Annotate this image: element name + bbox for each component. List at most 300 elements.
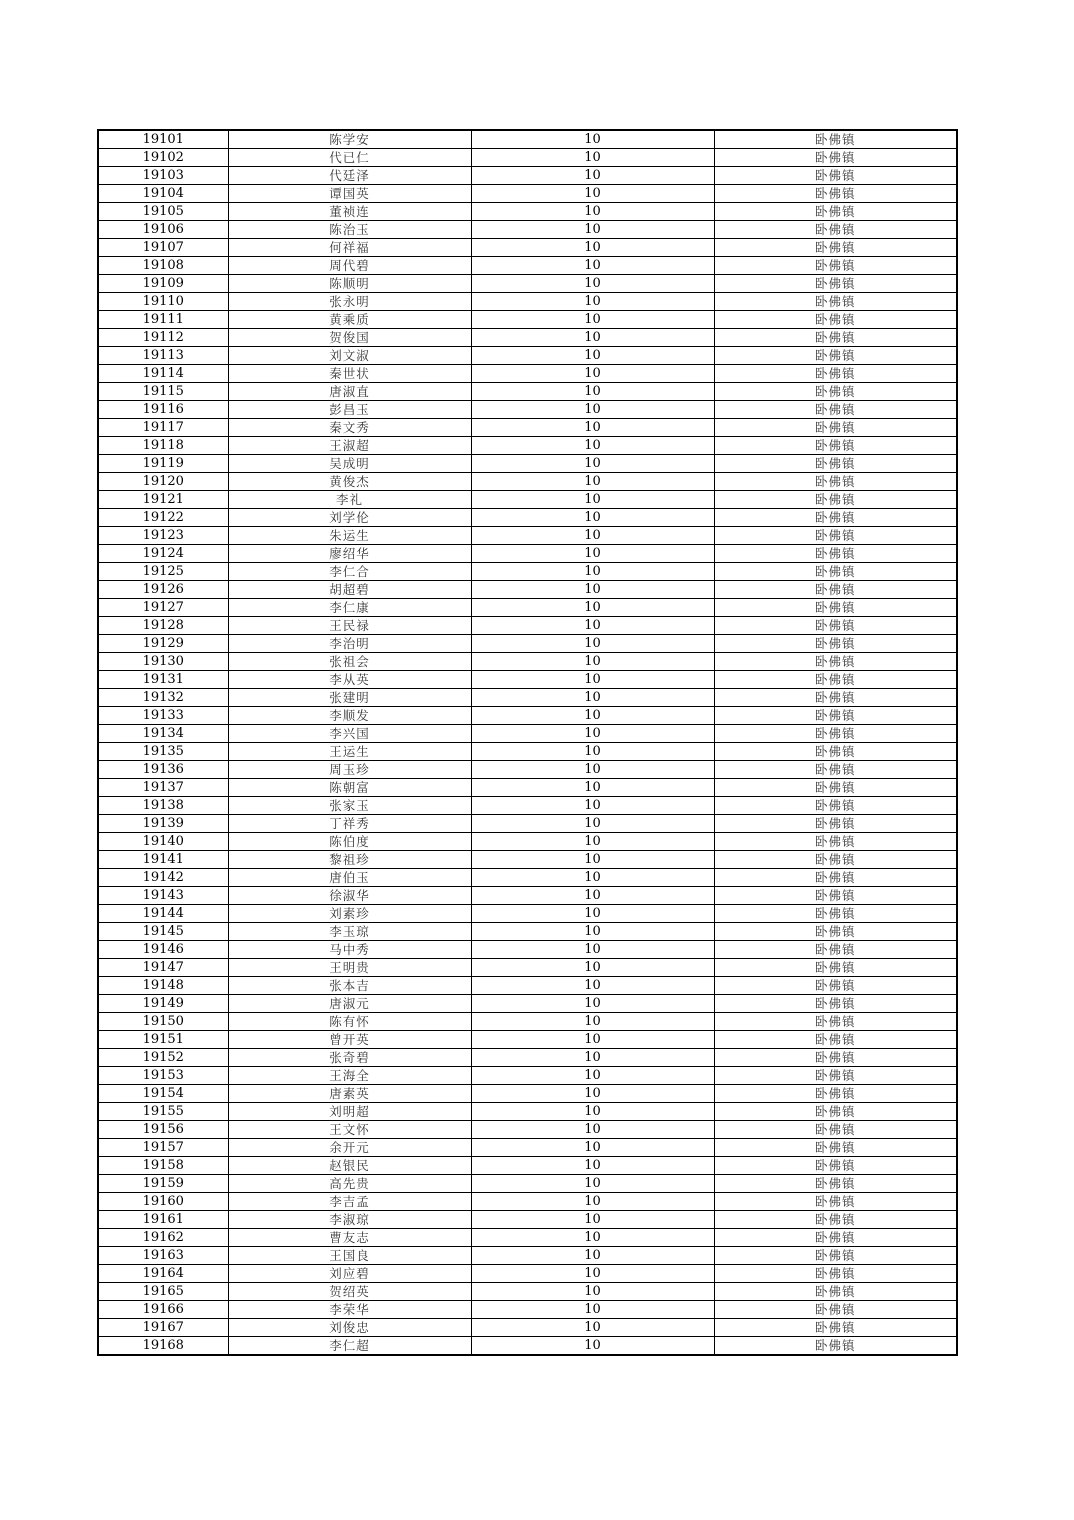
amount-cell [471, 401, 714, 419]
id-cell [98, 329, 228, 347]
id-cell-text: 19163 [142, 1248, 184, 1263]
table-row [98, 185, 957, 203]
town-cell [714, 563, 957, 581]
town-cell-text: 卧佛镇 [814, 564, 856, 579]
table-row [98, 1247, 957, 1265]
name-cell [228, 401, 471, 419]
table-row [98, 617, 957, 635]
id-cell [98, 221, 228, 239]
table-row [98, 833, 957, 851]
town-cell [714, 1301, 957, 1319]
town-cell [714, 671, 957, 689]
id-cell [98, 725, 228, 743]
amount-cell-text: 10 [584, 1212, 601, 1227]
name-cell-text: 陈治玉 [329, 222, 370, 237]
id-cell-text: 19131 [142, 672, 184, 687]
table-row [98, 905, 957, 923]
amount-cell-text: 10 [584, 996, 601, 1011]
id-cell [98, 761, 228, 779]
town-cell [714, 1265, 957, 1283]
town-cell [714, 941, 957, 959]
id-cell-text: 19115 [142, 384, 184, 399]
amount-cell [471, 815, 714, 833]
table-row [98, 491, 957, 509]
town-cell [714, 437, 957, 455]
name-cell-text: 李兴国 [329, 726, 370, 741]
amount-cell-text: 10 [584, 924, 601, 939]
id-cell [98, 1265, 228, 1283]
amount-cell [471, 671, 714, 689]
name-cell [228, 347, 471, 365]
name-cell [228, 815, 471, 833]
id-cell-text: 19108 [142, 258, 184, 273]
id-cell-text: 19157 [142, 1140, 184, 1155]
amount-cell [471, 1265, 714, 1283]
name-cell-text: 刘应碧 [329, 1266, 370, 1281]
name-cell-text: 彭昌玉 [329, 402, 370, 417]
amount-cell [471, 1031, 714, 1049]
amount-cell [471, 1157, 714, 1175]
id-cell-text: 19127 [142, 600, 184, 615]
name-cell-text: 李仁超 [329, 1338, 370, 1353]
id-cell [98, 311, 228, 329]
id-cell [98, 887, 228, 905]
amount-cell [471, 149, 714, 167]
table-row [98, 1319, 957, 1337]
table-row [98, 329, 957, 347]
town-cell [714, 311, 957, 329]
table-row [98, 851, 957, 869]
town-cell-text: 卧佛镇 [814, 222, 856, 237]
town-cell [714, 581, 957, 599]
amount-cell [471, 383, 714, 401]
town-cell [714, 887, 957, 905]
table-row [98, 1229, 957, 1247]
id-cell-text: 19111 [142, 312, 184, 327]
town-cell-text: 卧佛镇 [814, 618, 856, 633]
town-cell [714, 653, 957, 671]
name-cell-text: 张建明 [329, 690, 370, 705]
table-row [98, 581, 957, 599]
amount-cell [471, 1301, 714, 1319]
name-cell-text: 王运生 [329, 744, 370, 759]
town-cell [714, 545, 957, 563]
id-cell [98, 473, 228, 491]
id-cell [98, 491, 228, 509]
name-cell-text: 李仁合 [329, 564, 370, 579]
id-cell [98, 743, 228, 761]
id-cell-text: 19150 [142, 1014, 184, 1029]
name-cell-text: 唐淑元 [329, 996, 370, 1011]
town-cell-text: 卧佛镇 [814, 204, 856, 219]
amount-cell [471, 203, 714, 221]
amount-cell [471, 689, 714, 707]
table-row [98, 1283, 957, 1301]
amount-cell-text: 10 [584, 708, 601, 723]
name-cell [228, 1085, 471, 1103]
id-cell-text: 19114 [142, 366, 184, 381]
town-cell-text: 卧佛镇 [814, 816, 856, 831]
town-cell [714, 221, 957, 239]
id-cell [98, 815, 228, 833]
name-cell-text: 唐淑直 [329, 384, 370, 399]
name-cell [228, 1103, 471, 1121]
amount-cell-text: 10 [584, 150, 601, 165]
amount-cell-text: 10 [584, 1248, 601, 1263]
name-cell [228, 239, 471, 257]
amount-cell [471, 275, 714, 293]
id-cell-text: 19149 [142, 996, 184, 1011]
name-cell [228, 365, 471, 383]
town-cell-text: 卧佛镇 [814, 492, 856, 507]
town-cell-text: 卧佛镇 [814, 348, 856, 363]
name-cell-text: 王明贵 [329, 960, 370, 975]
id-cell [98, 1139, 228, 1157]
id-cell-text: 19133 [142, 708, 184, 723]
name-cell-text: 陈有怀 [329, 1014, 370, 1029]
id-cell-text: 19140 [142, 834, 184, 849]
name-cell [228, 761, 471, 779]
id-cell-text: 19167 [142, 1320, 184, 1335]
town-cell-text: 卧佛镇 [814, 240, 856, 255]
amount-cell [471, 563, 714, 581]
amount-cell-text: 10 [584, 348, 601, 363]
town-cell [714, 1337, 957, 1356]
name-cell-text: 张祖会 [329, 654, 370, 669]
name-cell [228, 491, 471, 509]
name-cell-text: 徐淑华 [329, 888, 370, 903]
town-cell-text: 卧佛镇 [814, 744, 856, 759]
id-cell-text: 19141 [142, 852, 184, 867]
amount-cell-text: 10 [584, 222, 601, 237]
amount-cell [471, 617, 714, 635]
id-cell [98, 455, 228, 473]
id-cell-text: 19145 [142, 924, 184, 939]
town-cell [714, 239, 957, 257]
table-row [98, 1031, 957, 1049]
id-cell-text: 19138 [142, 798, 184, 813]
town-cell [714, 365, 957, 383]
table-body [98, 130, 957, 1355]
table-row [98, 221, 957, 239]
amount-cell [471, 581, 714, 599]
id-cell-text: 19109 [142, 276, 184, 291]
name-cell-text: 秦世状 [329, 366, 370, 381]
name-cell [228, 1121, 471, 1139]
town-cell [714, 797, 957, 815]
amount-cell [471, 437, 714, 455]
amount-cell-text: 10 [584, 798, 601, 813]
name-cell-text: 吴成明 [329, 456, 370, 471]
id-cell [98, 383, 228, 401]
id-cell-text: 19126 [142, 582, 184, 597]
id-cell [98, 275, 228, 293]
name-cell [228, 1193, 471, 1211]
amount-cell [471, 1121, 714, 1139]
amount-cell-text: 10 [584, 1194, 601, 1209]
name-cell [228, 185, 471, 203]
id-cell-text: 19128 [142, 618, 184, 633]
amount-cell-text: 10 [584, 654, 601, 669]
amount-cell [471, 1211, 714, 1229]
table-row [98, 977, 957, 995]
amount-cell-text: 10 [584, 186, 601, 201]
table-row [98, 707, 957, 725]
id-cell-text: 19103 [142, 168, 184, 183]
id-cell-text: 19118 [142, 438, 184, 453]
table-row [98, 1139, 957, 1157]
table-row [98, 653, 957, 671]
name-cell-text: 刘文淑 [329, 348, 370, 363]
town-cell [714, 130, 957, 149]
town-cell-text: 卧佛镇 [814, 366, 856, 381]
name-cell-text: 代已仁 [329, 150, 370, 165]
name-cell-text: 曾开英 [329, 1032, 370, 1047]
table-row [98, 761, 957, 779]
id-cell-text: 19139 [142, 816, 184, 831]
id-cell [98, 1283, 228, 1301]
id-cell [98, 635, 228, 653]
name-cell [228, 509, 471, 527]
amount-cell-text: 10 [584, 276, 601, 291]
town-cell [714, 761, 957, 779]
name-cell-text: 余开元 [329, 1140, 370, 1155]
name-cell-text: 刘俊忠 [329, 1320, 370, 1335]
town-cell-text: 卧佛镇 [814, 1086, 856, 1101]
town-cell-text: 卧佛镇 [814, 1176, 856, 1191]
id-cell-text: 19143 [142, 888, 184, 903]
name-cell-text: 唐伯玉 [329, 870, 370, 885]
amount-cell-text: 10 [584, 870, 601, 885]
name-cell [228, 1175, 471, 1193]
town-cell [714, 1085, 957, 1103]
id-cell-text: 19156 [142, 1122, 184, 1137]
amount-cell-text: 10 [584, 744, 601, 759]
id-cell-text: 19146 [142, 942, 184, 957]
amount-cell [471, 1013, 714, 1031]
table-row [98, 347, 957, 365]
amount-cell [471, 851, 714, 869]
id-cell-text: 19147 [142, 960, 184, 975]
amount-cell-text: 10 [584, 294, 601, 309]
town-cell [714, 1211, 957, 1229]
name-cell [228, 130, 471, 149]
town-cell-text: 卧佛镇 [814, 1140, 856, 1155]
name-cell-text: 李吉孟 [329, 1194, 370, 1209]
id-cell-text: 19168 [142, 1338, 184, 1353]
amount-cell [471, 239, 714, 257]
name-cell [228, 671, 471, 689]
id-cell [98, 1049, 228, 1067]
id-cell-text: 19154 [142, 1086, 184, 1101]
amount-cell [471, 167, 714, 185]
id-cell [98, 545, 228, 563]
name-cell-text: 刘学伦 [329, 510, 370, 525]
table-row [98, 671, 957, 689]
id-cell [98, 149, 228, 167]
amount-cell [471, 347, 714, 365]
id-cell-text: 19158 [142, 1158, 184, 1173]
id-cell [98, 833, 228, 851]
name-cell-text: 黄乘质 [329, 312, 370, 327]
name-cell [228, 1049, 471, 1067]
town-cell-text: 卧佛镇 [814, 1194, 856, 1209]
table-row [98, 1265, 957, 1283]
name-cell [228, 1157, 471, 1175]
town-cell [714, 1193, 957, 1211]
name-cell-text: 李荣华 [329, 1302, 370, 1317]
id-cell-text: 19134 [142, 726, 184, 741]
town-cell [714, 1049, 957, 1067]
id-cell [98, 905, 228, 923]
town-cell [714, 995, 957, 1013]
id-cell [98, 653, 228, 671]
amount-cell-text: 10 [584, 978, 601, 993]
name-cell-text: 唐素英 [329, 1086, 370, 1101]
name-cell [228, 707, 471, 725]
amount-cell [471, 1175, 714, 1193]
name-cell-text: 代廷泽 [329, 168, 370, 183]
town-cell [714, 491, 957, 509]
name-cell [228, 1301, 471, 1319]
id-cell-text: 19161 [142, 1212, 184, 1227]
name-cell-text: 刘明超 [329, 1104, 370, 1119]
name-cell-text: 李玉琼 [329, 924, 370, 939]
id-cell [98, 130, 228, 149]
town-cell-text: 卧佛镇 [814, 132, 856, 147]
id-cell [98, 185, 228, 203]
town-cell-text: 卧佛镇 [814, 150, 856, 165]
town-cell-text: 卧佛镇 [814, 1104, 856, 1119]
town-cell-text: 卧佛镇 [814, 528, 856, 543]
name-cell [228, 941, 471, 959]
amount-cell [471, 329, 714, 347]
town-cell-text: 卧佛镇 [814, 780, 856, 795]
name-cell-text: 陈顺明 [329, 276, 370, 291]
town-cell-text: 卧佛镇 [814, 1338, 856, 1353]
id-cell-text: 19102 [142, 150, 184, 165]
amount-cell [471, 635, 714, 653]
amount-cell-text: 10 [584, 168, 601, 183]
name-cell [228, 293, 471, 311]
amount-cell [471, 311, 714, 329]
id-cell [98, 977, 228, 995]
town-cell-text: 卧佛镇 [814, 1050, 856, 1065]
name-cell [228, 1031, 471, 1049]
id-cell [98, 1121, 228, 1139]
amount-cell-text: 10 [584, 510, 601, 525]
amount-cell [471, 1229, 714, 1247]
id-cell [98, 1085, 228, 1103]
name-cell [228, 311, 471, 329]
amount-cell-text: 10 [584, 258, 601, 273]
id-cell-text: 19104 [142, 186, 184, 201]
town-cell-text: 卧佛镇 [814, 1266, 856, 1281]
name-cell-text: 李治明 [329, 636, 370, 651]
town-cell-text: 卧佛镇 [814, 960, 856, 975]
amount-cell-text: 10 [584, 636, 601, 651]
town-cell [714, 1157, 957, 1175]
town-cell [714, 1013, 957, 1031]
name-cell-text: 胡超碧 [329, 582, 370, 597]
town-cell [714, 455, 957, 473]
name-cell [228, 797, 471, 815]
table-row [98, 419, 957, 437]
amount-cell-text: 10 [584, 384, 601, 399]
name-cell-text: 贺俊国 [329, 330, 370, 345]
town-cell-text: 卧佛镇 [814, 312, 856, 327]
amount-cell [471, 527, 714, 545]
amount-cell-text: 10 [584, 618, 601, 633]
amount-cell-text: 10 [584, 366, 601, 381]
table-row [98, 239, 957, 257]
town-cell [714, 617, 957, 635]
town-cell [714, 905, 957, 923]
town-cell [714, 347, 957, 365]
id-cell [98, 599, 228, 617]
town-cell-text: 卧佛镇 [814, 330, 856, 345]
town-cell [714, 959, 957, 977]
town-cell-text: 卧佛镇 [814, 276, 856, 291]
amount-cell-text: 10 [584, 1068, 601, 1083]
id-cell [98, 851, 228, 869]
town-cell-text: 卧佛镇 [814, 258, 856, 273]
id-cell [98, 1247, 228, 1265]
town-cell [714, 329, 957, 347]
id-cell [98, 1031, 228, 1049]
town-cell [714, 743, 957, 761]
amount-cell-text: 10 [584, 1176, 601, 1191]
town-cell-text: 卧佛镇 [814, 654, 856, 669]
name-cell [228, 851, 471, 869]
town-cell-text: 卧佛镇 [814, 168, 856, 183]
town-cell [714, 203, 957, 221]
amount-cell-text: 10 [584, 582, 601, 597]
name-cell-text: 贺绍英 [329, 1284, 370, 1299]
name-cell-text: 王文怀 [329, 1122, 370, 1137]
name-cell-text: 王民禄 [329, 618, 370, 633]
id-cell [98, 1193, 228, 1211]
town-cell [714, 635, 957, 653]
name-cell [228, 887, 471, 905]
table-row [98, 797, 957, 815]
name-cell [228, 437, 471, 455]
table-row [98, 743, 957, 761]
amount-cell [471, 797, 714, 815]
name-cell [228, 581, 471, 599]
town-cell-text: 卧佛镇 [814, 474, 856, 489]
town-cell-text: 卧佛镇 [814, 888, 856, 903]
amount-cell-text: 10 [584, 600, 601, 615]
id-cell-text: 19136 [142, 762, 184, 777]
town-cell-text: 卧佛镇 [814, 582, 856, 597]
amount-cell-text: 10 [584, 1320, 601, 1335]
town-cell-text: 卧佛镇 [814, 1032, 856, 1047]
id-cell [98, 617, 228, 635]
town-cell [714, 869, 957, 887]
name-cell [228, 923, 471, 941]
id-cell-text: 19142 [142, 870, 184, 885]
town-cell [714, 923, 957, 941]
table-row [98, 1157, 957, 1175]
town-cell [714, 275, 957, 293]
name-cell [228, 275, 471, 293]
id-cell-text: 19165 [142, 1284, 184, 1299]
name-cell [228, 1211, 471, 1229]
town-cell-text: 卧佛镇 [814, 1068, 856, 1083]
town-cell [714, 851, 957, 869]
table-row [98, 455, 957, 473]
